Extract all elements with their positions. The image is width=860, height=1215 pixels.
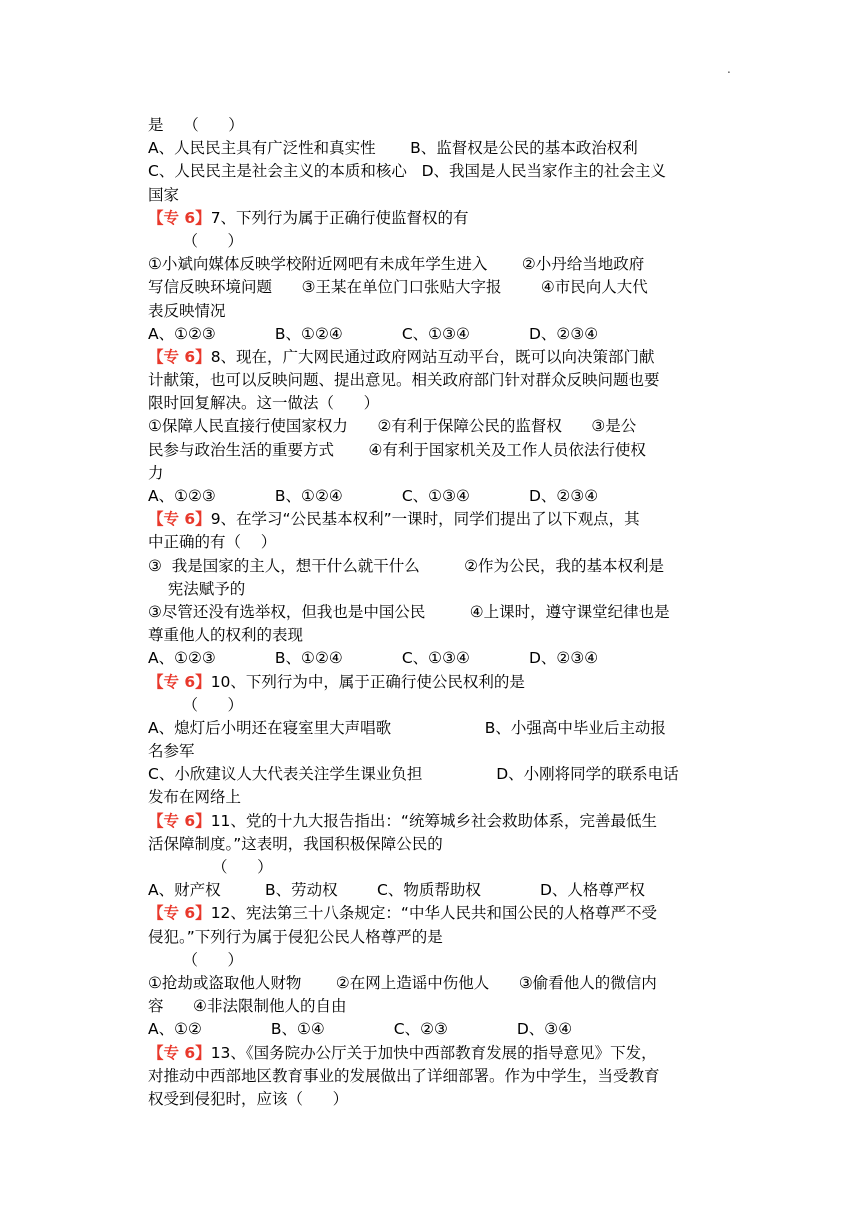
line-text: 12、宪法第三十八条规定：“中华人民共和国公民的人格尊严不受 xyxy=(210,904,657,923)
text-line xyxy=(148,647,718,670)
line-text: 表反映情况 xyxy=(148,301,226,320)
line-text: （ ） xyxy=(148,858,273,876)
line-text: C、小欣建议人大代表关注学生课业负担 D、小刚将同学的联系电话 xyxy=(148,765,679,784)
text-line xyxy=(148,763,718,786)
question-heading-line xyxy=(148,810,718,833)
line-text: ①小斌向媒体反映学校附近网吧有未成年学生进入 ②小丹给当地政府 xyxy=(148,255,645,274)
text-line xyxy=(148,276,718,299)
line-text: ①保障人民直接行使国家权力 ②有利于保障公民的监督权 ③是公 xyxy=(148,417,637,436)
line-text: 活保障制度。”这表明，我国积极保障公民的 xyxy=(148,834,443,853)
line-text: 中正确的有（ ） xyxy=(148,533,277,552)
text-line xyxy=(148,879,718,902)
line-text: 8、现在，广大网民通过政府网站互动平台，既可以向决策部门献 xyxy=(210,347,655,366)
line-text: 9、在学习“公民基本权利”一课时，同学们提出了以下观点，其 xyxy=(210,510,640,529)
line-text: 是 （ ） xyxy=(148,116,244,134)
question-heading-line xyxy=(148,207,718,230)
text-line xyxy=(148,230,718,253)
question-heading-line xyxy=(148,508,718,531)
text-line xyxy=(148,160,718,183)
line-text: 力 xyxy=(148,463,164,482)
text-line xyxy=(148,369,718,392)
line-text: （ ） xyxy=(148,231,244,250)
line-text: ①抢劫或盗取他人财物 ②在网上造谣中伤他人 ③偷看他人的微信内 xyxy=(148,973,657,992)
line-text: A、人民民主具有广泛性和真实性 B、监督权是公民的基本政治权利 xyxy=(148,139,638,158)
line-text: （ ） xyxy=(148,950,244,969)
line-text: 发布在网络上 xyxy=(148,788,242,807)
text-line xyxy=(148,949,718,972)
text-line xyxy=(148,624,718,647)
text-line xyxy=(148,323,718,346)
text-line xyxy=(148,462,718,485)
topic-tag: 【专 6】 xyxy=(148,510,211,529)
line-text: 11、党的十九大报告指出：“统筹城乡社会救助体系，完善最低生 xyxy=(210,811,657,830)
line-text: A、熄灯后小明还在寝室里大声唱歌 B、小强高中毕业后主动报 xyxy=(148,718,666,737)
line-text: （ ） xyxy=(148,695,244,714)
text-line xyxy=(148,485,718,508)
line-text: 对推动中西部地区教育事业的发展做出了详细部署。作为中学生，当受教育 xyxy=(148,1066,660,1085)
line-text: 限时回复解决。这一做法（ ） xyxy=(148,394,380,413)
question-heading-line xyxy=(148,346,718,369)
text-line xyxy=(148,184,718,207)
topic-tag: 【专 6】 xyxy=(148,1043,211,1062)
question-heading-line xyxy=(148,1042,718,1065)
topic-tag: 【专 6】 xyxy=(148,208,211,227)
line-text: A、①②③ B、①②④ C、①③④ D、②③④ xyxy=(148,324,599,343)
text-line xyxy=(148,833,718,856)
line-text: 计献策，也可以反映问题、提出意见。相关政府部门针对群众反映问题也要 xyxy=(148,371,660,390)
line-text: C、人民民主是社会主义的本质和核心 D、我国是人民当家作主的社会主义 xyxy=(148,162,667,181)
line-text: A、①② B、①④ C、②③ D、③④ xyxy=(148,1020,573,1039)
text-line xyxy=(148,1065,718,1088)
line-text: A、①②③ B、①②④ C、①③④ D、②③④ xyxy=(148,487,599,505)
line-text: 尊重他人的权利的表现 xyxy=(148,626,304,645)
text-line xyxy=(148,300,718,323)
text-line xyxy=(148,578,718,601)
text-line xyxy=(148,972,718,995)
line-text: 侵犯。”下列行为属于侵犯公民人格尊严的是 xyxy=(148,927,443,946)
line-text: A、财产权 B、劳动权 C、物质帮助权 D、人格尊严权 xyxy=(148,881,645,900)
text-line xyxy=(148,555,718,578)
text-line xyxy=(148,694,718,717)
corner-mark: . xyxy=(727,62,731,76)
text-line xyxy=(148,439,718,462)
line-text: ③尽管还没有选举权，但我也是中国公民 ④上课时，遵守课堂纪律也是 xyxy=(148,602,670,621)
text-line xyxy=(148,856,718,879)
question-heading-line xyxy=(148,902,718,925)
line-text: A、①②③ B、①②④ C、①③④ D、②③④ xyxy=(148,649,599,668)
text-line xyxy=(148,137,718,160)
topic-tag: 【专 6】 xyxy=(148,811,211,830)
topic-tag: 【专 6】 xyxy=(148,347,211,366)
text-line xyxy=(148,601,718,624)
text-line xyxy=(148,531,718,554)
line-text: 宪法赋予的 xyxy=(148,579,246,598)
question-heading-line xyxy=(148,671,718,694)
text-line xyxy=(148,995,718,1018)
text-line xyxy=(148,1018,718,1041)
line-text: 名参军 xyxy=(148,742,195,761)
text-line xyxy=(148,786,718,809)
text-line xyxy=(148,1088,718,1111)
question-text-block xyxy=(148,114,718,1111)
line-text: 容 ④非法限制他人的自由 xyxy=(148,997,347,1016)
text-line xyxy=(148,114,718,137)
line-text: 10、下列行为中，属于正确行使公民权利的是 xyxy=(210,672,525,691)
line-text: 权受到侵犯时，应该（ ） xyxy=(148,1089,349,1108)
line-text: 7、下列行为属于正确行使监督权的有 xyxy=(210,208,469,227)
text-line xyxy=(148,740,718,763)
line-text: 写信反映环境问题 ③王某在单位门口张贴大字报 ④市民向人大代 xyxy=(148,278,648,297)
text-line xyxy=(148,415,718,438)
topic-tag: 【专 6】 xyxy=(148,672,211,691)
text-line xyxy=(148,926,718,949)
text-line xyxy=(148,392,718,415)
line-text: 13、《国务院办公厅关于加快中西部教育发展的指导意见》下发， xyxy=(210,1043,657,1062)
line-text: ③ 我是国家的主人，想干什么就干什么 ②作为公民，我的基本权利是 xyxy=(148,556,664,575)
line-text: 民参与政治生活的重要方式 ④有利于国家机关及工作人员依法行使权 xyxy=(148,440,646,459)
topic-tag: 【专 6】 xyxy=(148,904,211,923)
text-line xyxy=(148,717,718,740)
text-line xyxy=(148,253,718,276)
line-text: 国家 xyxy=(148,185,180,204)
